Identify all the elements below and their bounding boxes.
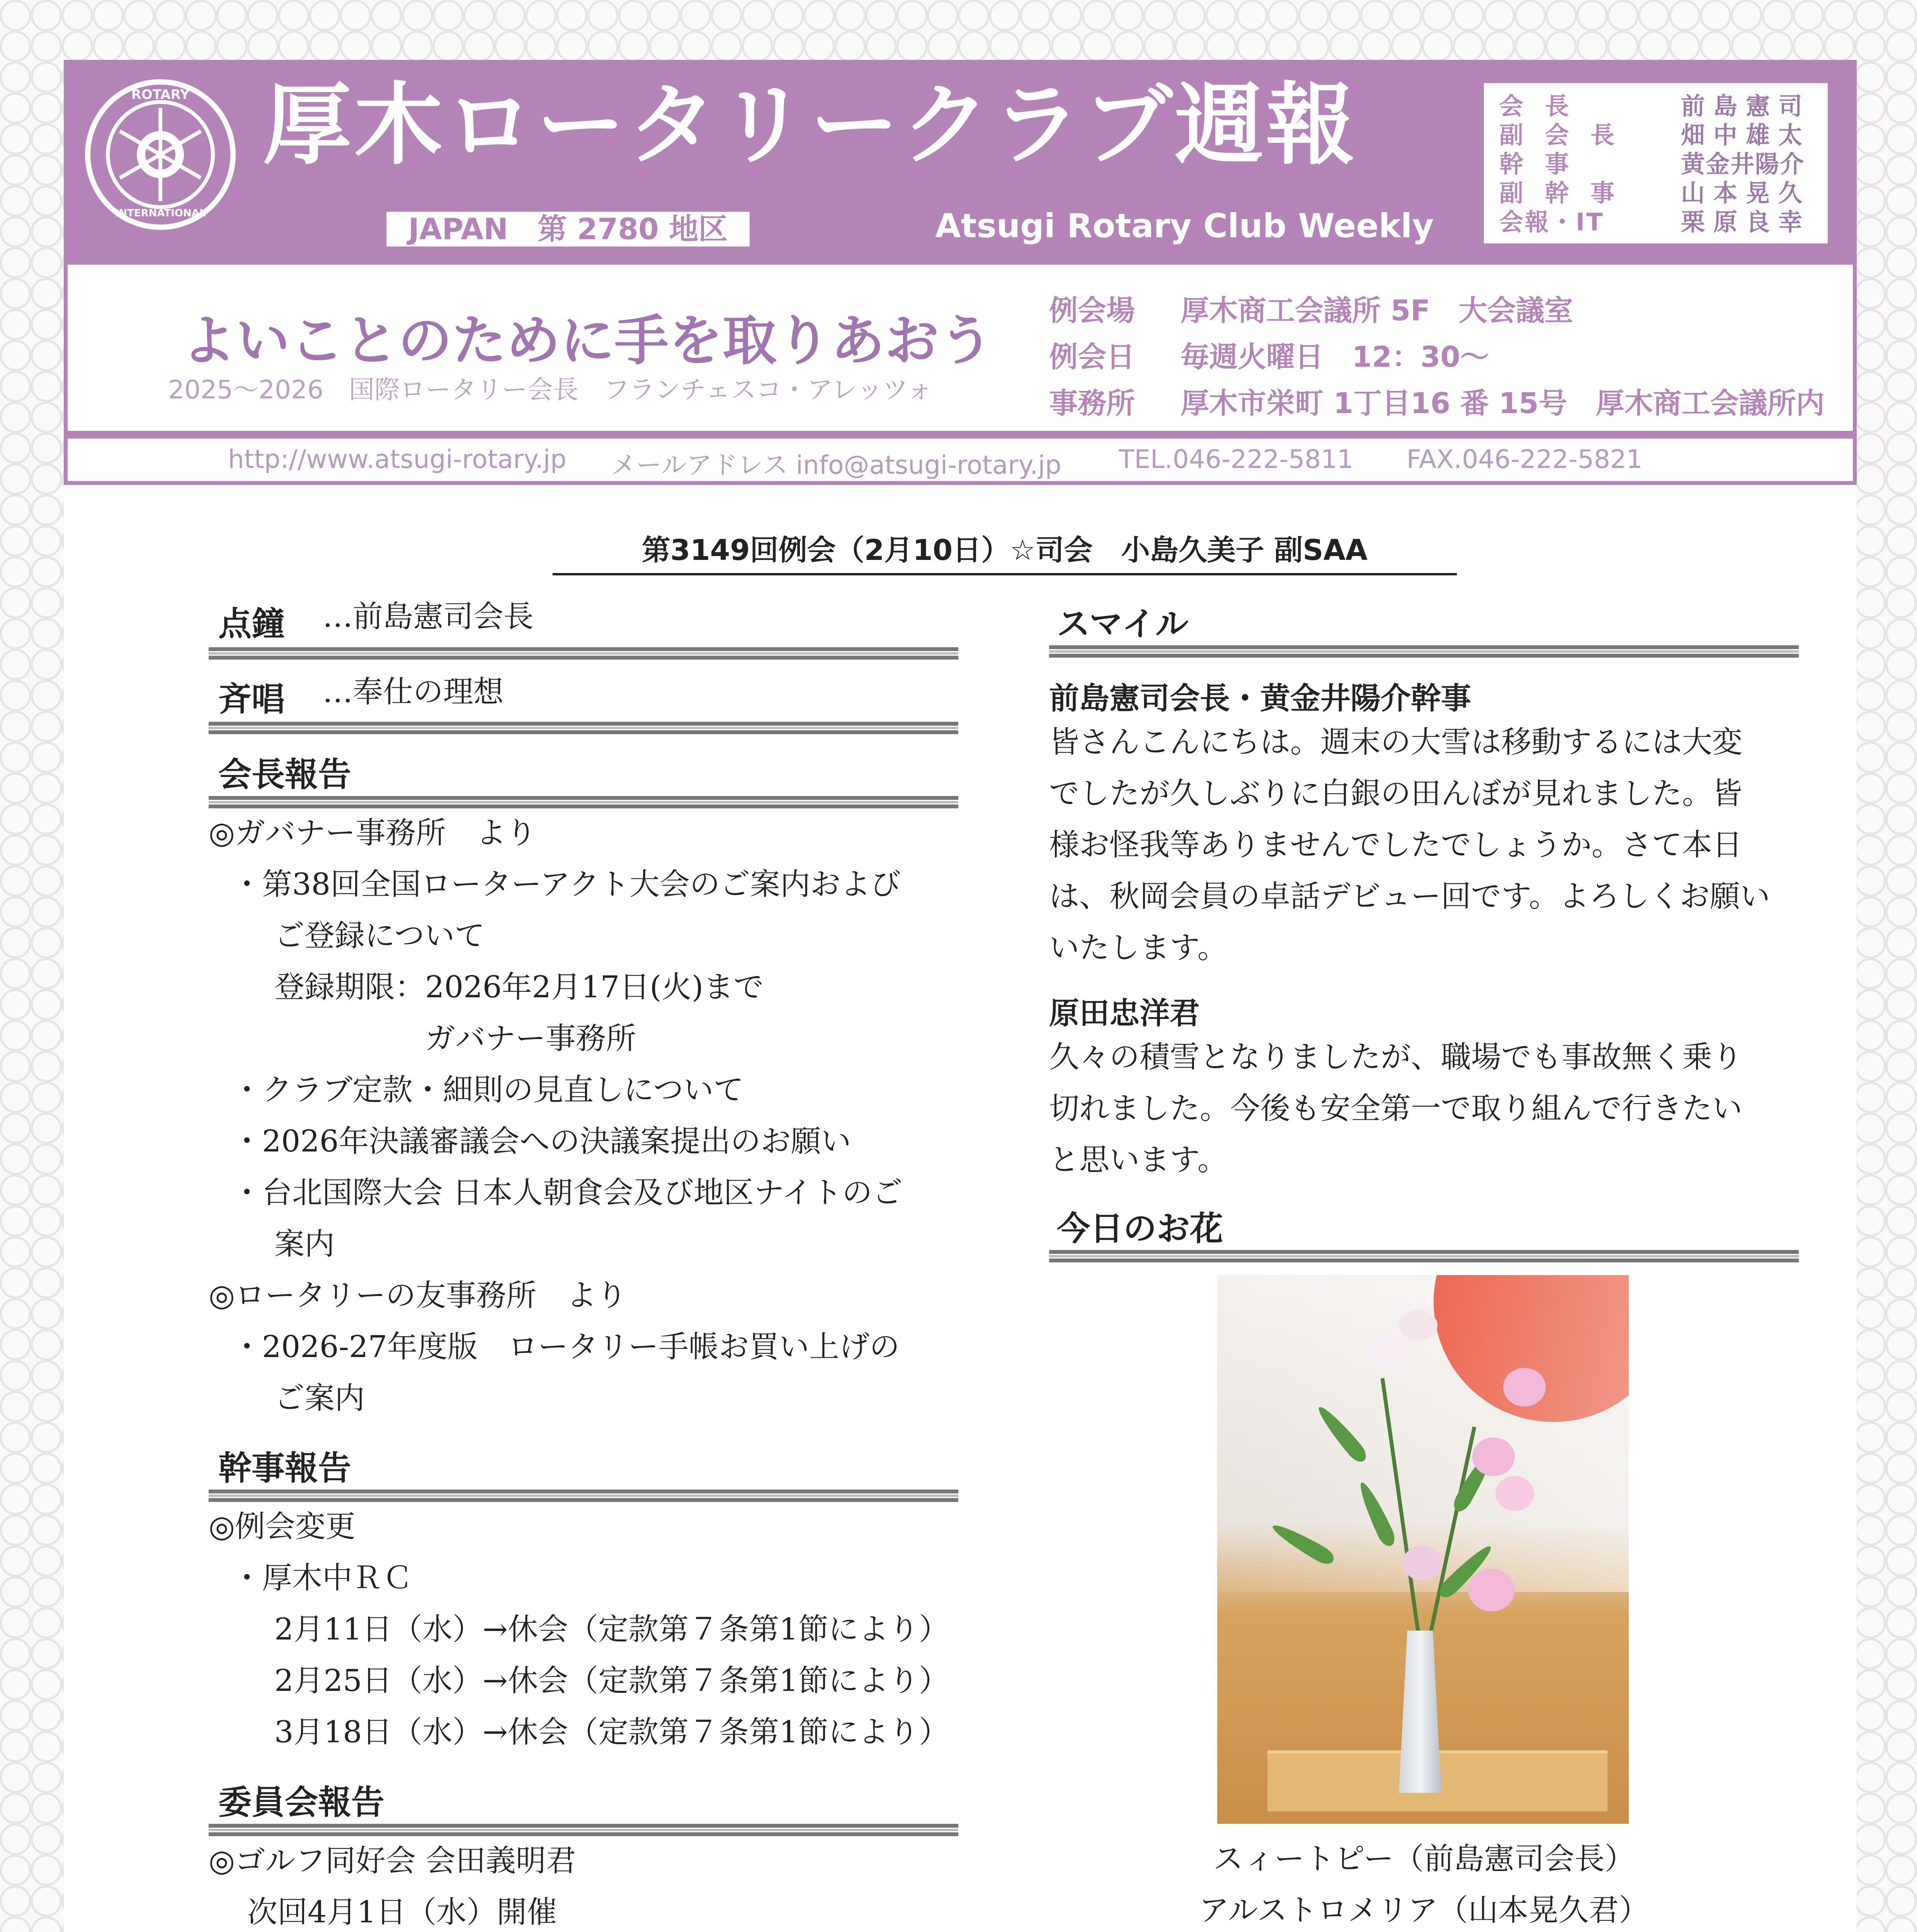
section-rule (209, 796, 958, 808)
logo-text-top: ROTARY (131, 87, 190, 102)
section-president-report: 会長報告 (218, 755, 351, 794)
page-title: 厚木ロータリークラブ週報 (263, 74, 1357, 177)
officer-name: 前島憲司 (1681, 92, 1811, 120)
smile-line: と思います。 (1049, 1143, 1228, 1177)
section-rule (1049, 1250, 1799, 1262)
meeting-info-row (1049, 288, 1573, 329)
officer-row (1499, 207, 1820, 238)
report-line: 3月18日（水）→休会（定款第７条第1節により） (274, 1715, 949, 1750)
report-line: ・2026年決議審議会への決議案提出のお願い (232, 1124, 851, 1159)
district-label: JAPAN 第 2780 地区 (386, 212, 750, 247)
report-line: 2月25日（水）→休会（定款第７条第1節により） (274, 1663, 949, 1698)
section-secretary-report: 幹事報告 (218, 1449, 351, 1488)
glass-vase (1399, 1631, 1441, 1793)
report-line: 2月11日（水）→休会（定款第７条第1節により） (274, 1612, 949, 1647)
weekly-subtitle: Atsugi Rotary Club Weekly (935, 207, 1434, 245)
officer-name: 黄金井陽介 (1681, 150, 1805, 178)
report-line: ・台北国際大会 日本人朝食会及び地区ナイトのご (232, 1175, 903, 1210)
smile-line: 皆さんこんにちは。週末の大雪は移動するには大変 (1049, 725, 1743, 760)
officer-role: 会長 (1499, 92, 1591, 120)
logo-text-bottom: INTERNATIONAL (115, 207, 206, 219)
officer-row (1499, 149, 1820, 180)
officer-row (1499, 178, 1820, 209)
meeting-info-value: 厚木市栄町 1丁目16 番 15号 厚木商工会議所内 (1180, 387, 1825, 420)
song-text: …奉仕の理想 (323, 675, 504, 709)
meeting-title: 第3149回例会（2月10日）☆司会 小島久美子 副SAA (553, 527, 1457, 575)
flower-caption: アルストロメリア（山本晃久君） (1199, 1893, 1649, 1928)
website-link[interactable]: http://www.atsugi-rotary.jp (228, 444, 567, 474)
report-line: ご登録について (274, 918, 485, 953)
smile-line: 様お怪我等ありませんでしたでしょうか。さて本日 (1049, 828, 1743, 862)
smile-name: 前島憲司会長・黄金井陽介幹事 (1049, 681, 1471, 716)
flower-caption: スィートピー（前島憲司会長） (1213, 1842, 1635, 1876)
smile-line: 切れました。今後も安全第一で取り組んで行きたい (1049, 1091, 1743, 1126)
section-song-label: 斉唱 (218, 680, 285, 719)
section-committee-report: 委員会報告 (218, 1783, 384, 1822)
officer-name: 畑中雄太 (1681, 121, 1811, 149)
tel-number: TEL.046-222-5811 (1119, 444, 1354, 474)
smile-name: 原田忠洋君 (1049, 996, 1200, 1031)
sweetpea-bloom (1503, 1368, 1546, 1406)
smile-line: でしたが久しぶりに白銀の田んぼが見れました。皆 (1049, 776, 1743, 811)
section-smile: スマイル (1057, 605, 1189, 643)
section-bell-label: 点鐘 (218, 605, 285, 643)
fax-number: FAX.046-222-5821 (1407, 444, 1643, 474)
sweetpea-bloom (1472, 1437, 1515, 1476)
report-line: ・厚木中ＲＣ (232, 1561, 413, 1595)
theme-line: 2025～2026 国際ロータリー会長 フランチェスコ・アレッツォ (168, 375, 933, 405)
motto-text: よいことのために手を取りあおう (182, 309, 993, 372)
report-line: 登録期限：2026年2月17日(火)まで (274, 970, 764, 1005)
section-flowers: 今日のお花 (1057, 1209, 1223, 1248)
sweetpea-bloom (1468, 1569, 1515, 1611)
report-line: ◎ゴルフ同好会 会田義明君 (209, 1844, 576, 1878)
report-line: 次回4月1日（水）開催 (247, 1895, 557, 1930)
smile-line: は、秋岡会員の卓話デビュー回です。よろしくお願い (1049, 879, 1770, 914)
meeting-info-key: 例会日 (1049, 340, 1135, 374)
report-line: 案内 (274, 1227, 335, 1262)
officers-box (1484, 83, 1828, 243)
section-rule (209, 1490, 958, 1502)
rotary-logo (85, 79, 236, 230)
alstroemeria-bloom (1399, 1310, 1437, 1341)
report-line: ・クラブ定款・細則の見直しについて (232, 1073, 744, 1107)
meeting-info-value: 毎週火曜日 12：30～ (1180, 340, 1489, 374)
smile-line: 久々の積雪となりましたが、職場でも事故無く乗り (1049, 1040, 1743, 1075)
officer-role: 会報・IT (1499, 208, 1604, 236)
report-line: ◎ガバナー事務所 より (209, 816, 537, 850)
meeting-info-key: 事務所 (1049, 387, 1135, 420)
report-line: ・第38回全国ローターアクト大会のご案内および (232, 867, 901, 902)
section-rule (1049, 645, 1799, 658)
officer-name: 山本晃久 (1681, 179, 1811, 207)
report-line: ご案内 (274, 1381, 365, 1416)
alstroemeria-bloom (1364, 1333, 1410, 1368)
bell-text: …前島憲司会長 (323, 599, 534, 634)
sweetpea-bloom (1403, 1546, 1441, 1580)
report-line: ・2026-27年度版 ロータリー手帳お買い上げの (232, 1330, 900, 1364)
email-link[interactable]: メールアドレス info@atsugi-rotary.jp (611, 450, 1061, 480)
meeting-info-key: 例会場 (1049, 294, 1135, 327)
officer-row (1499, 91, 1820, 122)
report-line: ◎ロータリーの友事務所 より (209, 1278, 627, 1313)
section-rule (209, 1824, 958, 1836)
section-rule (209, 722, 958, 734)
meeting-info-row (1049, 381, 1825, 422)
logo-hub (137, 131, 184, 178)
officer-row (1499, 120, 1820, 151)
officer-name: 栗原良幸 (1681, 208, 1811, 236)
meeting-info-value: 厚木商工会議所 5F 大会議室 (1180, 294, 1573, 327)
officer-role: 幹事 (1499, 150, 1591, 178)
officer-role: 副幹事 (1499, 179, 1636, 207)
meeting-info-row (1049, 334, 1489, 375)
report-line: ◎例会変更 (209, 1509, 356, 1544)
report-line: ガバナー事務所 (425, 1021, 636, 1056)
flower-photo (1217, 1275, 1629, 1824)
section-rule (209, 647, 958, 660)
smile-line: いたします。 (1049, 930, 1228, 965)
sweetpea-bloom (1495, 1476, 1534, 1511)
officer-role: 副会長 (1499, 121, 1636, 149)
